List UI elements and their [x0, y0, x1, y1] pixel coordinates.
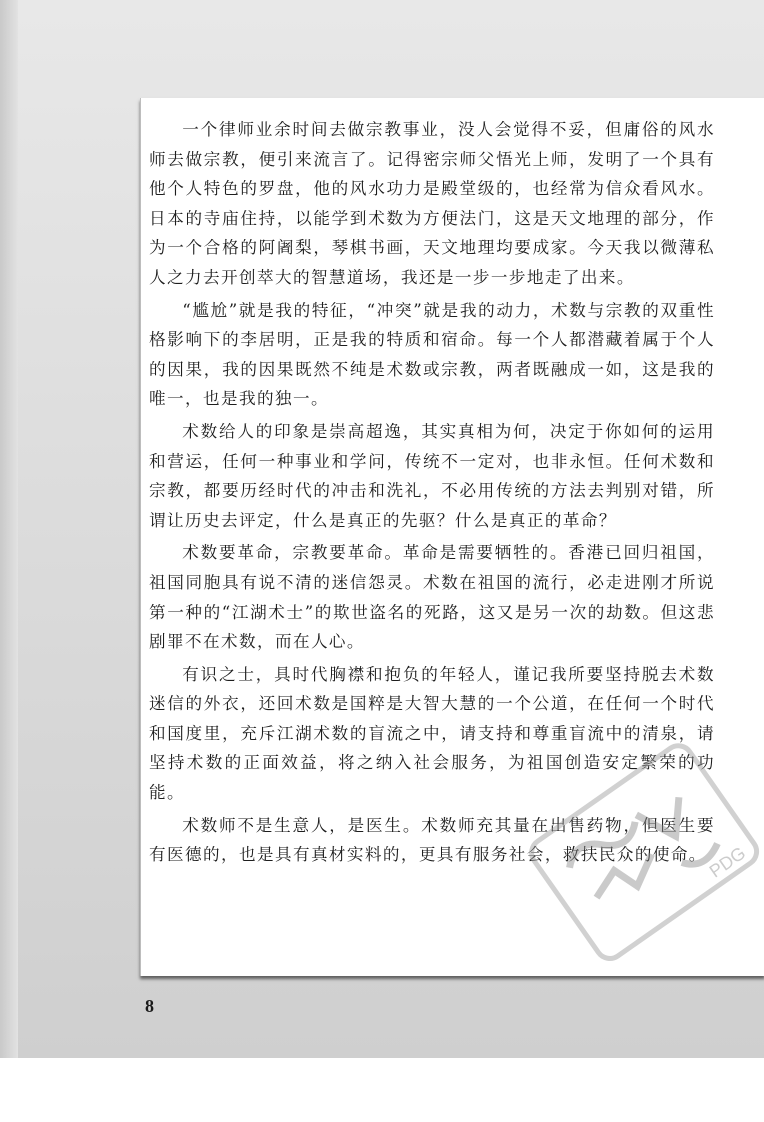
body-text	[149, 115, 715, 873]
watermark-label: PDG	[705, 842, 750, 882]
binding-shadow	[0, 0, 18, 1058]
paragraph-2: “尴尬”就是我的特征，“冲突”就是我的动力，术数与宗教的双重性格影响下的李居明，正是我的特质和宿命。每一个人都潜藏着属于个人的因果，我的因果既然不纯是术数或宗教，两者既融成一如，这是我的唯一，也是我的独一。	[149, 300, 715, 409]
paragraph-3: 术数给人的印象是崇高超逸，其实真相为何，决定于你如何的运用和营运，任何一种事业和学问，传统不一定对，也非永恒。任何术数和宗教，都要历经时代的冲击和洗礼，不必用传统的方法去判别对错，所谓让历史去评定，什么是真正的先驱？什么是真正的革命？	[149, 421, 715, 530]
page-number: 8	[145, 996, 154, 1016]
paragraph-4: 术数要革命，宗教要革命。革命是需要牺牲的。香港已回归祖国，祖国同胞具有说不清的迷信怨灵。术数在祖国的流行，必走进刚才所说第一种的“江湖术士”的欺世盗名的死路，这又是另一次的劫数。但这悲剧罪不在术数，而在人心。	[149, 543, 715, 652]
paragraph-1: 一个律师业余时间去做宗教事业，没人会觉得不妥，但庸俗的风水师去做宗教，便引来流言了。记得密宗师父悟光上师，发明了一个具有他个人特色的罗盘，他的风水功力是殿堂级的，也经常为信众看风水。日本的寺庙住持，以能学到术数为方便法门，这是天文地理的部分，作为一个合格的阿阇梨，琴棋书画，天文地理均要成家。今天我以微薄私人之力去开创萃大的智慧道场，我还是一步一步地走了出来。	[149, 120, 715, 287]
paragraph-6: 术数师不是生意人，是医生。术数师充其量在出售药物，但医生要有医德的，也是具有真材实料的，更具有服务社会，救扶民众的使命。	[149, 815, 715, 865]
paragraph-5: 有识之士，具时代胸襟和抱负的年轻人，谨记我所要坚持脱去术数迷信的外衣，还回术数是国粹是大智大慧的一个公道，在任何一个时代和国度里，充斥江湖术数的盲流之中，请支持和尊重盲流中的清泉，请坚持术数的正面效益，将之纳入社会服务，为祖国创造安定繁荣的功能。	[149, 664, 715, 803]
